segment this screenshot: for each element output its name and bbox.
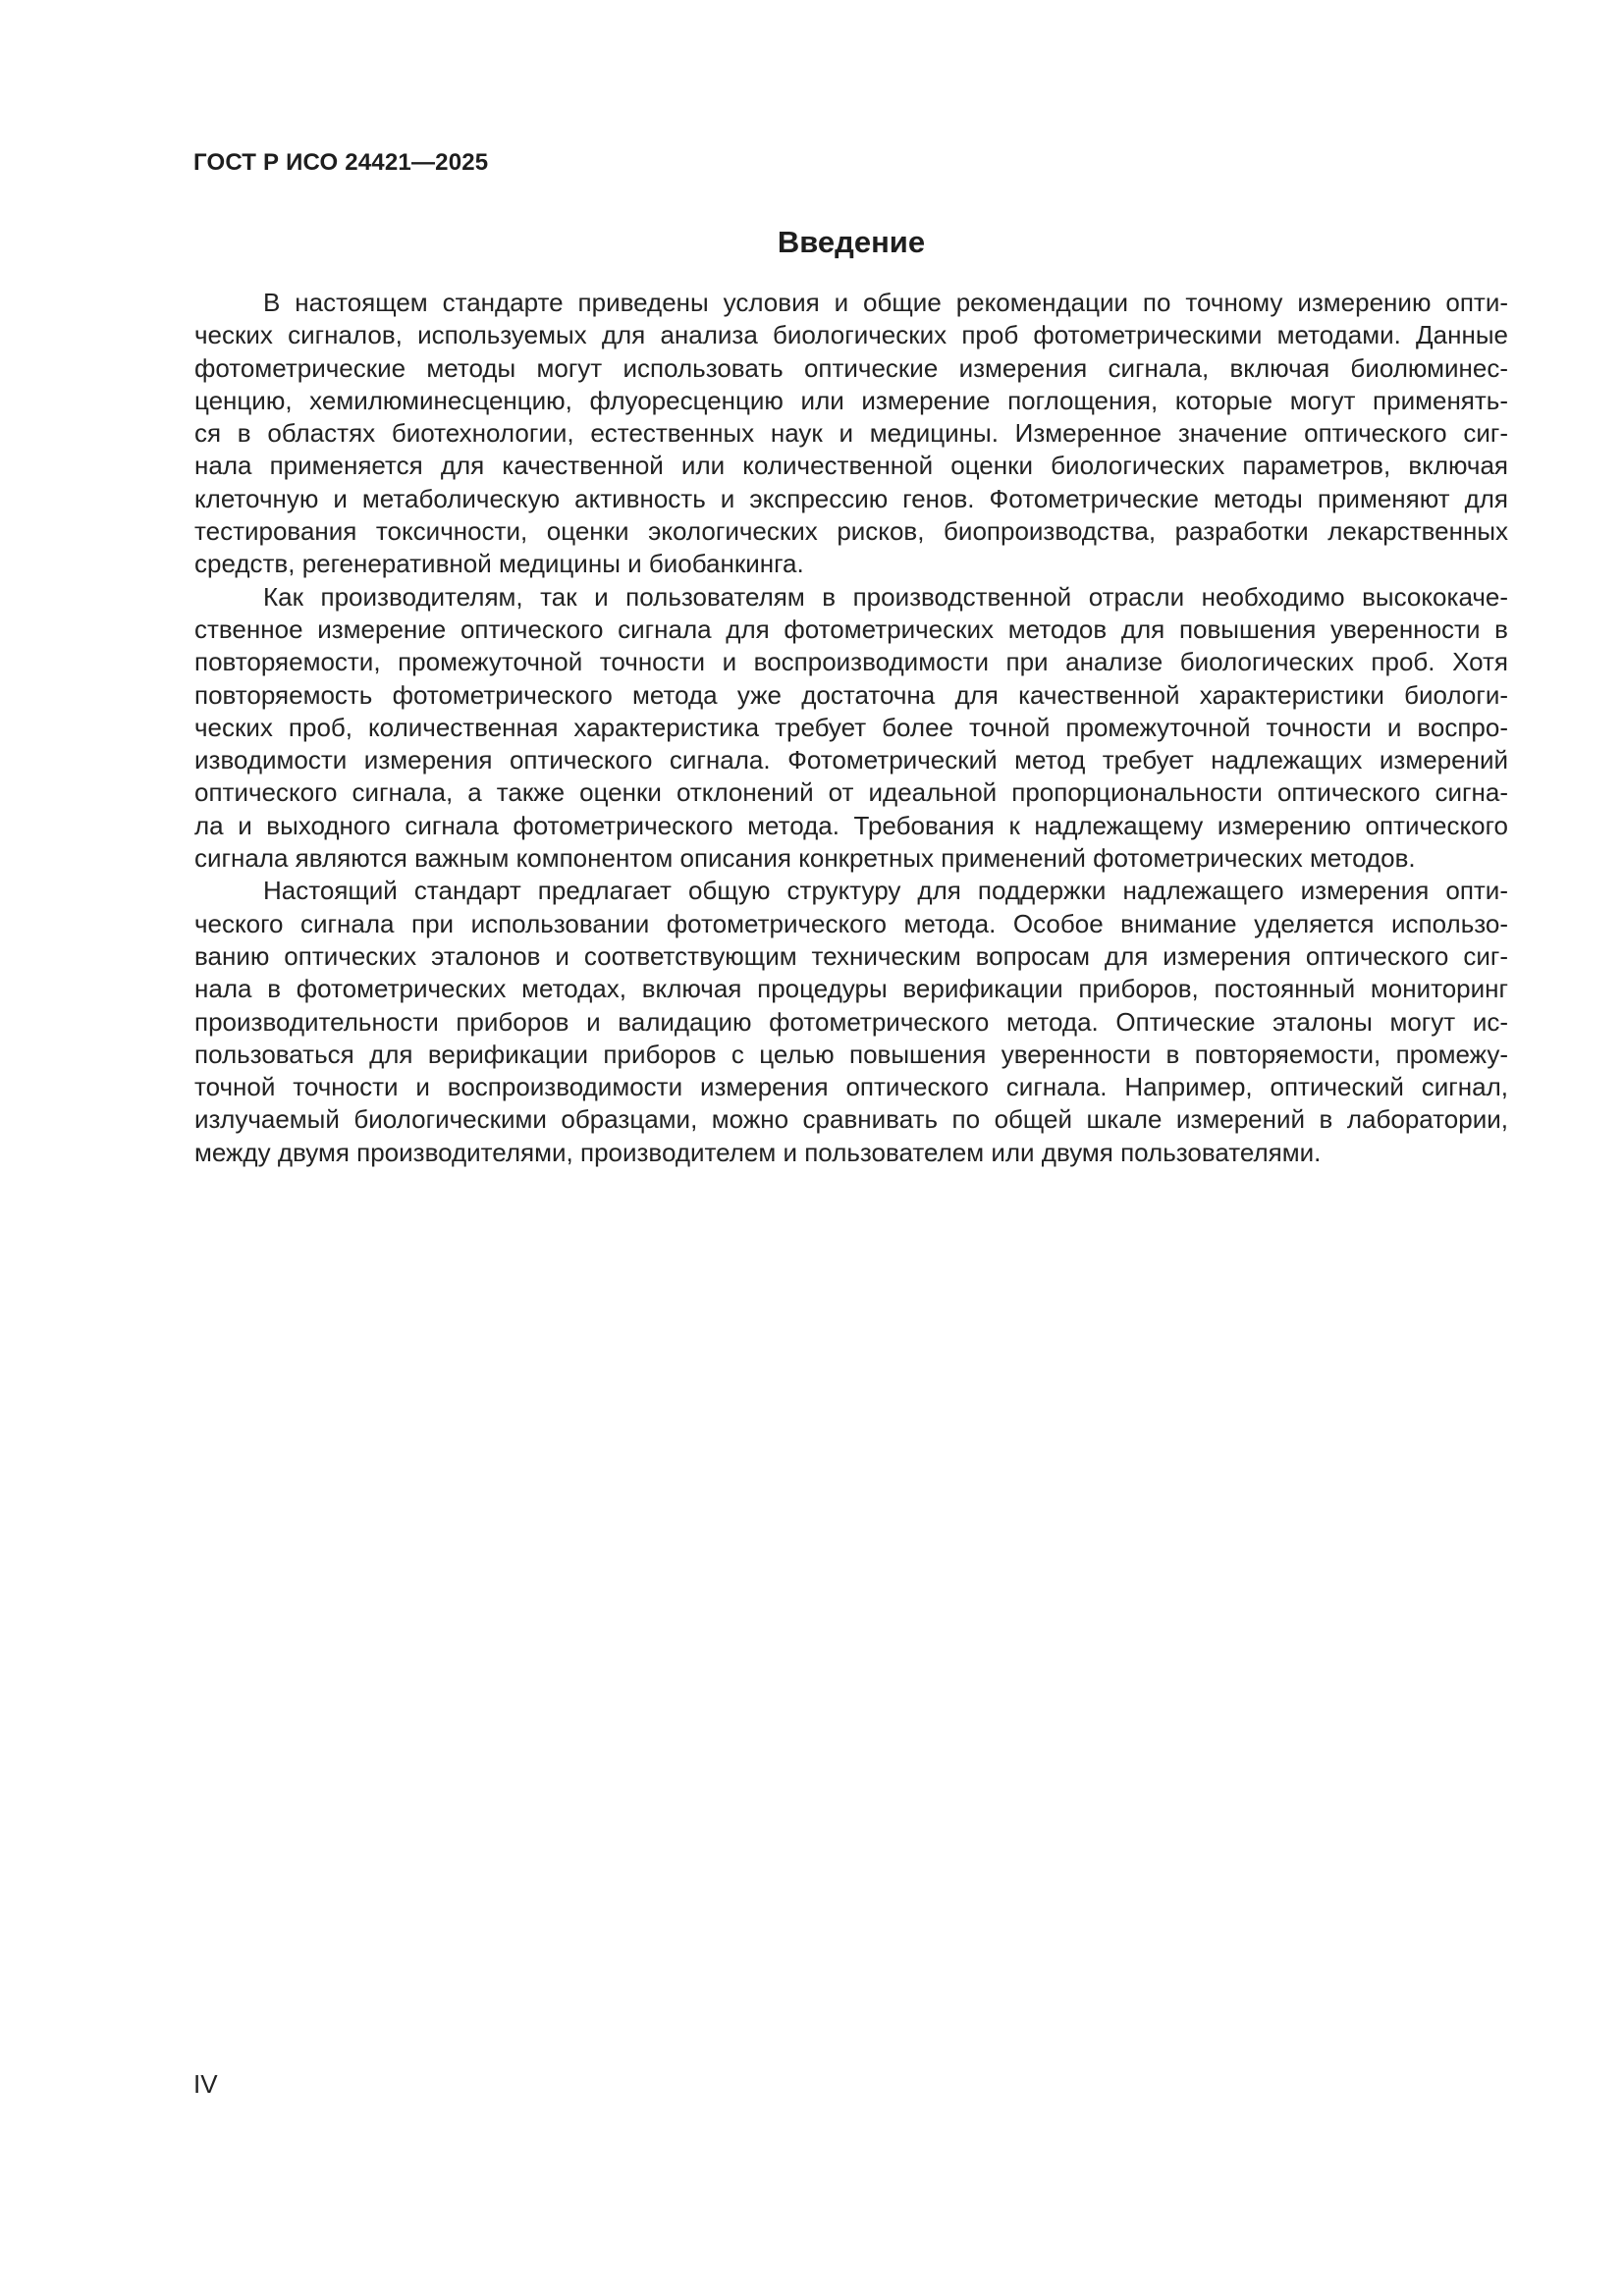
text-line: повторяемости, промежуточной точности и воспроизводимости при анализе биологических проб. Хотя xyxy=(194,647,1508,677)
paragraph-2 xyxy=(194,581,1508,876)
text-line: ческого сигнала при использовании фотометрического метода. Особое внимание уделяется использо- xyxy=(194,908,1508,938)
paragraph-1 xyxy=(194,287,1508,581)
text-line: точной точности и воспроизводимости измерения оптического сигнала. Например, оптический сигнал, xyxy=(194,1072,1508,1102)
document-code-header: ГОСТ Р ИСО 24421—2025 xyxy=(193,149,489,176)
text-line: пользоваться для верификации приборов с целью повышения уверенности в повторяемости, промежу- xyxy=(194,1039,1508,1069)
text-line: нала применяется для качественной или количественной оценки биологических параметров, включая xyxy=(194,451,1508,481)
paragraph-3 xyxy=(194,875,1508,1169)
text-line: ческих проб, количественная характеристика требует более точной промежуточной точности и воспро- xyxy=(194,712,1508,742)
text-line: средств, регенеративной медицины и биобанкинга. xyxy=(194,549,804,579)
text-line: фотометрические методы могут использовать оптические измерения сигнала, включая биолюминес- xyxy=(194,352,1508,383)
body-text xyxy=(194,287,1508,1169)
text-line: сигнала являются важным компонентом описания конкретных применений фотометрических методов. xyxy=(194,843,1416,874)
text-line: Как производителям, так и пользователям в производственной отрасли необходимо высококаче- xyxy=(263,581,1508,612)
text-line: производительности приборов и валидацию фотометрического метода. Оптические эталоны могут ис- xyxy=(194,1006,1508,1037)
text-line: нала в фотометрических методах, включая процедуры верификации приборов, постоянный мониторинг xyxy=(194,974,1508,1004)
text-line: изводимости измерения оптического сигнала. Фотометрический метод требует надлежащих измерений xyxy=(194,745,1508,775)
text-line: излучаемый биологическими образцами, можно сравнивать по общей шкале измерений в лаборатории, xyxy=(194,1104,1508,1135)
text-line: оптического сигнала, а также оценки отклонений от идеальной пропорциональности оптического сигна- xyxy=(194,777,1508,808)
text-line: ла и выходного сигнала фотометрического метода. Требования к надлежащему измерению оптического xyxy=(194,810,1508,840)
page-number: IV xyxy=(193,2069,218,2099)
text-line: между двумя производителями, производителем и пользователем или двумя пользователями. xyxy=(194,1137,1322,1167)
text-line: клеточную и метаболическую активность и экспрессию генов. Фотометрические методы применяют для xyxy=(194,483,1508,513)
text-line: ческих сигналов, используемых для анализа биологических проб фотометрическими методами. Данные xyxy=(194,320,1508,350)
section-title: Введение xyxy=(777,225,926,259)
text-line: ванию оптических эталонов и соответствующим техническим вопросам для измерения оптического сиг- xyxy=(194,940,1508,971)
text-line: ценцию, хемилюминесценцию, флуоресценцию или измерение поглощения, которые могут применять- xyxy=(194,385,1508,415)
text-line: В настоящем стандарте приведены условия и общие рекомендации по точному измерению опти- xyxy=(263,288,1508,317)
text-line: ственное измерение оптического сигнала для фотометрических методов для повышения уверенности в xyxy=(194,614,1508,644)
text-line: тестирования токсичности, оценки экологических рисков, биопроизводства, разработки лекарственных xyxy=(194,516,1508,547)
text-line: ся в областях биотехнологии, естественных наук и медицины. Измеренное значение оптического сиг- xyxy=(194,418,1508,449)
text-line: Настоящий стандарт предлагает общую структуру для поддержки надлежащего измерения опти- xyxy=(263,876,1508,906)
text-line: повторяемость фотометрического метода уже достаточна для качественной характеристики биологи- xyxy=(194,679,1508,710)
